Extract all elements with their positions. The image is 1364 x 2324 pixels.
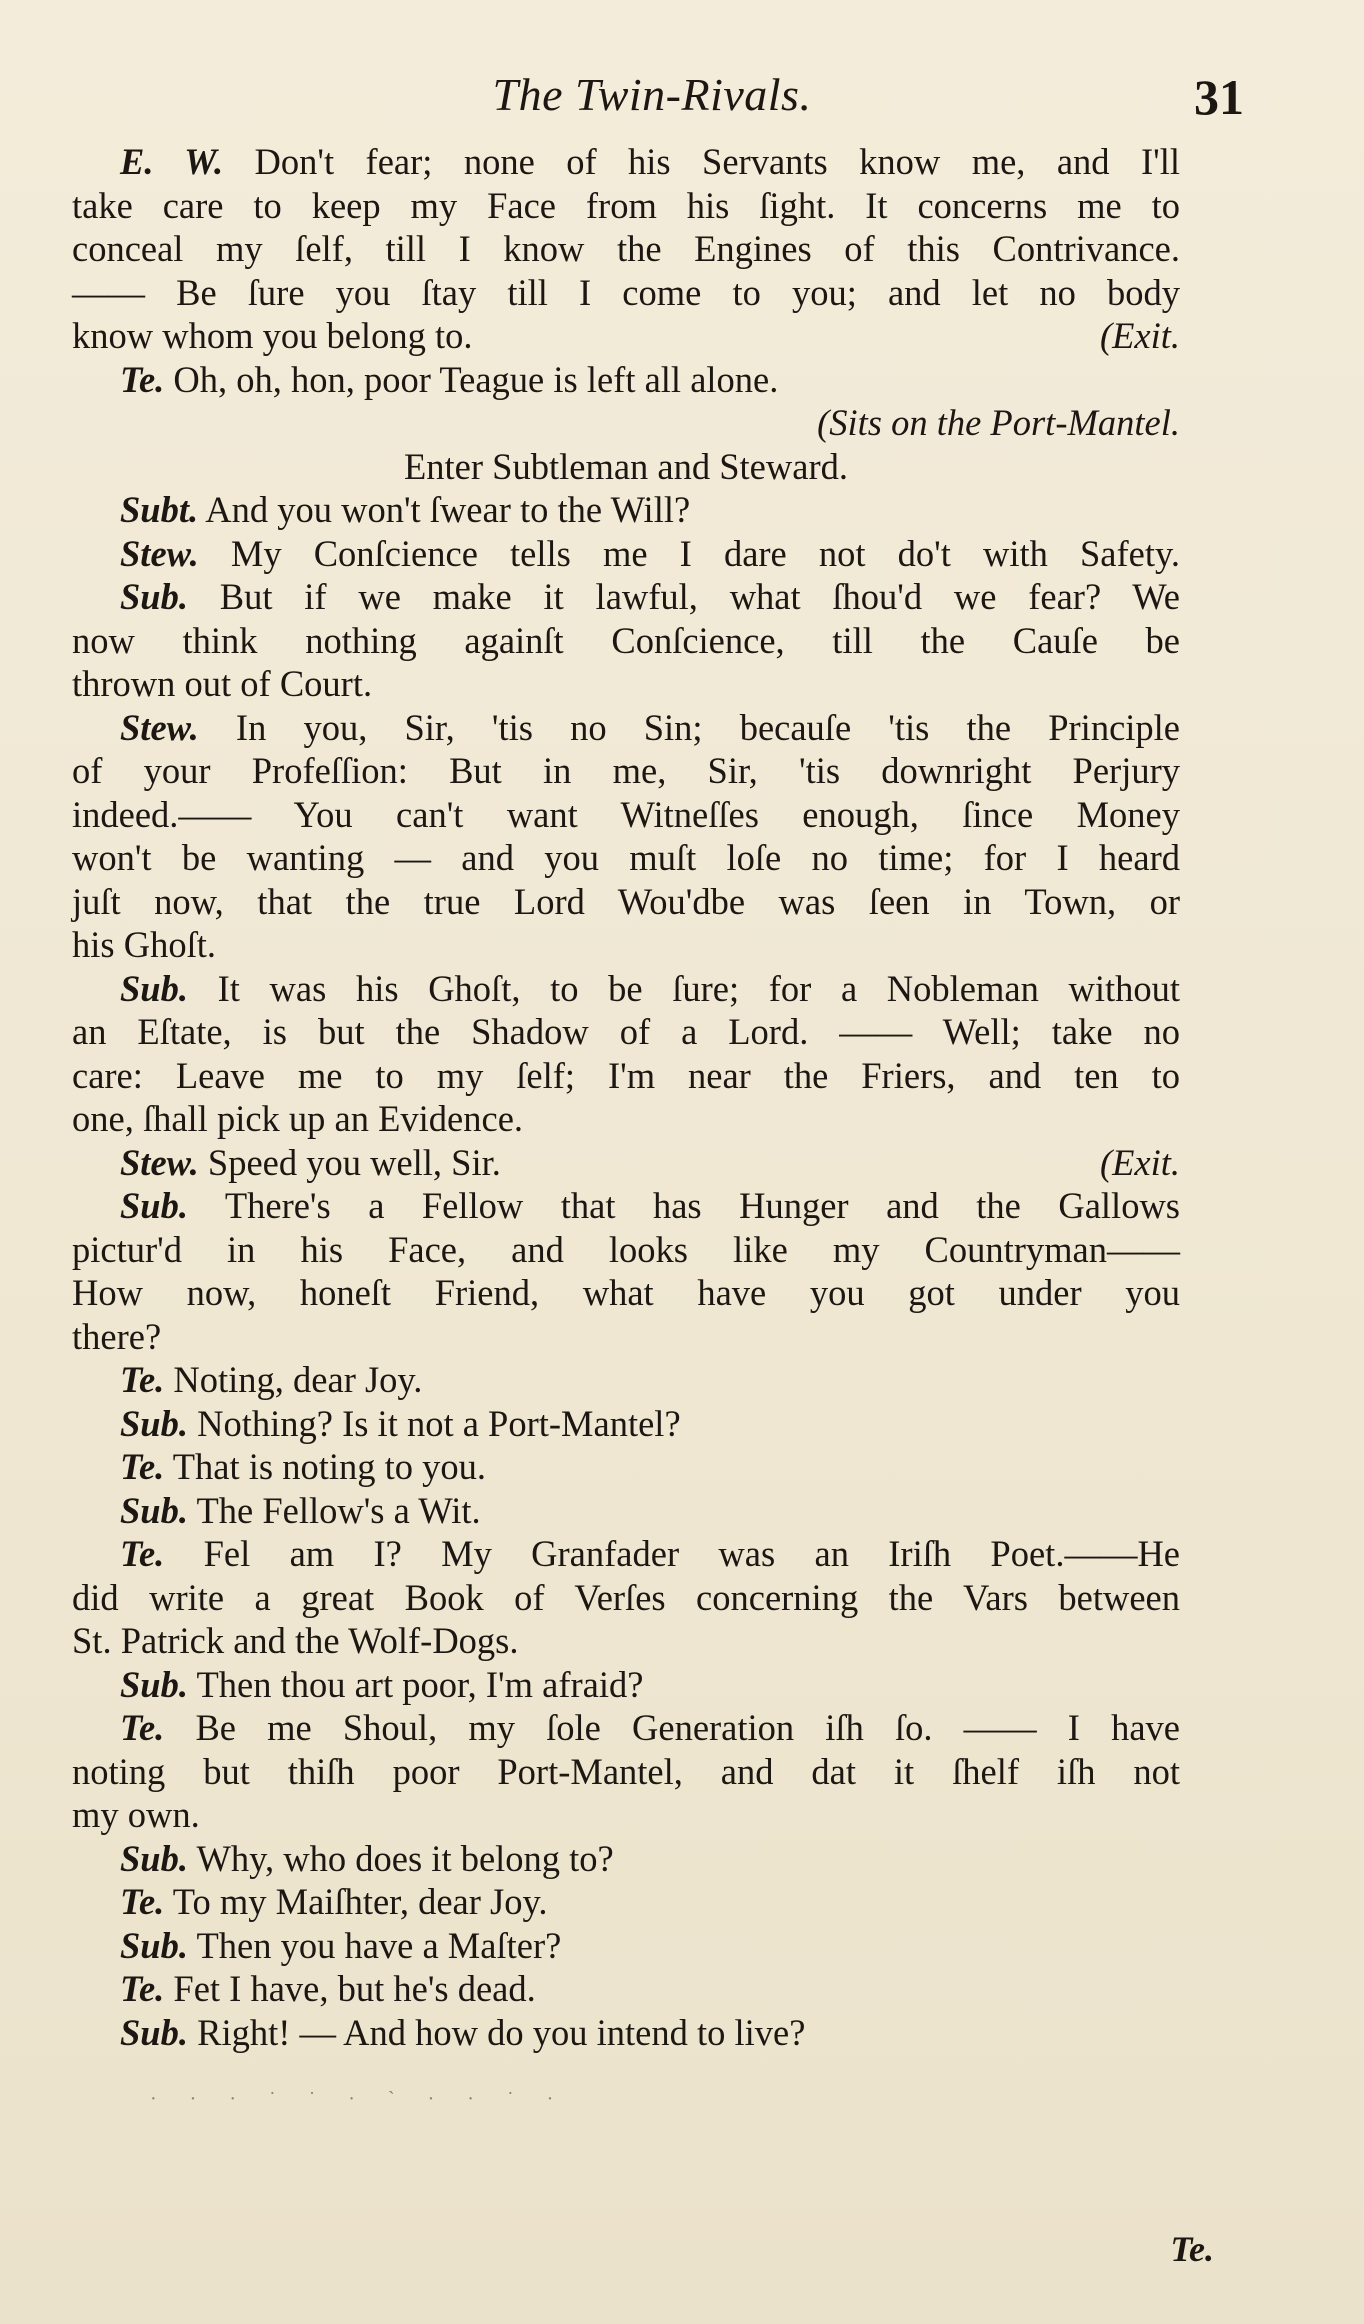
running-title: The Twin-Rivals. <box>492 69 812 120</box>
text-line <box>72 575 1180 619</box>
speaker-name: Sub. <box>120 1924 188 1966</box>
line-text: of your Profeſſion: But in me, Sir, 'tis downright Perjury <box>72 750 1180 791</box>
text-line <box>72 1271 1180 1315</box>
line-text: an Eſtate, is but the Shadow of a Lord. —— Well; take no <box>72 1011 1180 1052</box>
line-text: St. Patrick and the Wolf-Dogs. <box>72 1620 519 1661</box>
line-text: know whom you belong to. <box>72 315 473 356</box>
speaker-name: Sub. <box>120 576 188 617</box>
line-text: thrown out of Court. <box>72 663 373 704</box>
text-line <box>72 836 1180 880</box>
line-text: did write a great Book of Verſes concerning the Vars between <box>72 1576 1180 1618</box>
text-line <box>72 271 1180 315</box>
text-line <box>72 1750 1180 1794</box>
text-line <box>72 1489 1180 1533</box>
line-text: now think nothing againſt Conſcience, till the Cauſe be <box>72 619 1180 661</box>
text-line <box>72 358 1180 402</box>
speaker-name: Te. <box>120 1533 165 1574</box>
text-line <box>72 1228 1180 1272</box>
text-line <box>72 1315 1180 1359</box>
line-text: care: Leave me to my ſelf; I'm near the Friers, and ten to <box>72 1054 1180 1096</box>
line-text: Speed you well, Sir. <box>207 1141 501 1183</box>
text-line <box>72 1706 1180 1750</box>
line-text: But if we make it lawful, what ſhou'd we fear? We <box>219 576 1180 617</box>
catchword: Te. <box>1170 2229 1214 2269</box>
speaker-name: Sub. <box>120 1837 188 1879</box>
print-specks: · · · ˙ ˙ · ` · · ˙ · <box>150 2088 568 2110</box>
text-line <box>72 1532 1180 1576</box>
text-line <box>72 967 1180 1011</box>
line-text: Enter Subtleman and Steward. <box>404 445 848 487</box>
line-text: juſt now, that the true Lord Wou'dbe was ſeen in Town, or <box>72 880 1180 922</box>
line-text: take care to keep my Face from his ſight. It concerns me to <box>72 184 1180 226</box>
text-line <box>72 140 1180 184</box>
line-text: And you won't ſwear to the Will? <box>205 489 691 530</box>
line-text: Then thou art poor, I'm afraid? <box>196 1663 644 1705</box>
speaker-name: Te. <box>120 1359 165 1400</box>
page-number: 31 <box>1194 69 1244 125</box>
text-line <box>72 401 1180 445</box>
speaker-name: Stew. <box>120 706 199 748</box>
line-text: That is noting to you. <box>172 1446 487 1487</box>
line-text: noting but thiſh poor Port-Mantel, and dat it ſhelf iſh not <box>72 1750 1180 1792</box>
line-text: his Ghoſt. <box>72 924 216 965</box>
text-line <box>72 1880 1180 1924</box>
speaker-name: E. W. <box>120 141 224 182</box>
line-text: Oh, oh, hon, poor Teague is left all alone. <box>173 358 779 400</box>
text-line <box>72 445 1180 489</box>
text-line <box>72 706 1180 750</box>
text-line <box>72 1358 1180 1402</box>
stage-direction-exit: (Exit. <box>1099 1141 1180 1183</box>
line-text: It was his Ghoſt, to be ſure; for a Nobleman without <box>217 967 1180 1009</box>
text-line <box>72 1576 1180 1620</box>
line-text: Why, who does it belong to? <box>196 1837 614 1879</box>
line-text: There's a Fellow that has Hunger and the Gallows <box>224 1185 1181 1226</box>
line-text: Fel am I? My Granfader was an Iriſh Poet.——He <box>203 1533 1180 1574</box>
speaker-name: Te. <box>120 1881 165 1922</box>
text-line <box>72 662 1180 706</box>
running-head <box>90 68 1244 128</box>
text-line <box>72 1924 1180 1968</box>
text-line <box>72 184 1180 228</box>
text-line <box>72 880 1180 924</box>
text-line <box>72 1141 1180 1185</box>
text-line <box>72 749 1180 793</box>
line-text: My Conſcience tells me I dare not do't with Safety. <box>230 532 1180 574</box>
line-text: Then you have a Maſter? <box>196 1924 562 1966</box>
speaker-name: Te. <box>120 1707 165 1748</box>
line-text: To my Maiſhter, dear Joy. <box>172 1881 548 1922</box>
line-text: —— Be ſure you ſtay till I come to you; and let no body <box>72 271 1180 313</box>
speaker-name: Te. <box>120 1446 165 1487</box>
speaker-name: Te. <box>120 1968 165 2009</box>
text-line <box>72 793 1180 837</box>
speaker-name: Sub. <box>120 1489 188 1531</box>
line-text: (Sits on the Port-Mantel. <box>817 402 1180 443</box>
line-text: there? <box>72 1315 162 1357</box>
play-text <box>72 140 1180 2054</box>
text-line <box>72 1445 1180 1489</box>
speaker-name: Stew. <box>120 1141 199 1183</box>
text-line <box>72 488 1180 532</box>
line-text: The Fellow's a Wit. <box>196 1489 481 1531</box>
stage-direction-exit: (Exit. <box>1099 315 1180 356</box>
text-line <box>72 1097 1180 1141</box>
text-line <box>72 1054 1180 1098</box>
text-line <box>72 1184 1180 1228</box>
line-text: one, ſhall pick up an Evidence. <box>72 1098 524 1139</box>
text-line <box>72 1967 1180 2011</box>
speaker-name: Te. <box>120 358 165 400</box>
line-text: my own. <box>72 1794 200 1835</box>
line-text: pictur'd in his Face, and looks like my Countryman—— <box>72 1228 1180 1270</box>
text-line <box>72 1010 1180 1054</box>
text-line <box>72 923 1180 967</box>
line-text: Be me Shoul, my ſole Generation iſh ſo. —— I have <box>195 1707 1181 1748</box>
text-line <box>72 227 1180 271</box>
speaker-name: Sub. <box>120 2011 188 2053</box>
line-text: conceal my ſelf, till I know the Engines of this Contrivance. <box>72 228 1180 269</box>
line-text: Fet I have, but he's dead. <box>173 1968 536 2009</box>
text-line <box>72 314 1180 358</box>
speaker-name: Sub. <box>120 1663 188 1705</box>
text-line <box>72 2011 1180 2055</box>
line-text: Right! — And how do you intend to live? <box>197 2011 806 2053</box>
line-text: Nothing? Is it not a Port-Mantel? <box>197 1402 681 1444</box>
speaker-name: Sub. <box>120 967 188 1009</box>
text-line <box>72 532 1180 576</box>
text-line <box>72 619 1180 663</box>
speaker-name: Sub. <box>120 1402 188 1444</box>
text-line <box>72 1619 1180 1663</box>
text-line <box>72 1793 1180 1837</box>
line-text: In you, Sir, 'tis no Sin; becauſe 'tis the Principle <box>235 706 1181 748</box>
line-text: Noting, dear Joy. <box>173 1359 423 1400</box>
speaker-name: Subt. <box>120 489 199 530</box>
line-text: Don't fear; none of his Servants know me, and I'll <box>254 141 1180 182</box>
line-text: indeed.—— You can't want Witneſſes enough, ſince Money <box>72 793 1180 835</box>
text-line <box>72 1837 1180 1881</box>
line-text: How now, honeſt Friend, what have you got under you <box>72 1272 1180 1313</box>
text-line <box>72 1663 1180 1707</box>
speaker-name: Stew. <box>120 532 199 574</box>
text-line <box>72 1402 1180 1446</box>
line-text: won't be wanting — and you muſt loſe no time; for I heard <box>72 837 1180 878</box>
speaker-name: Sub. <box>120 1185 188 1226</box>
